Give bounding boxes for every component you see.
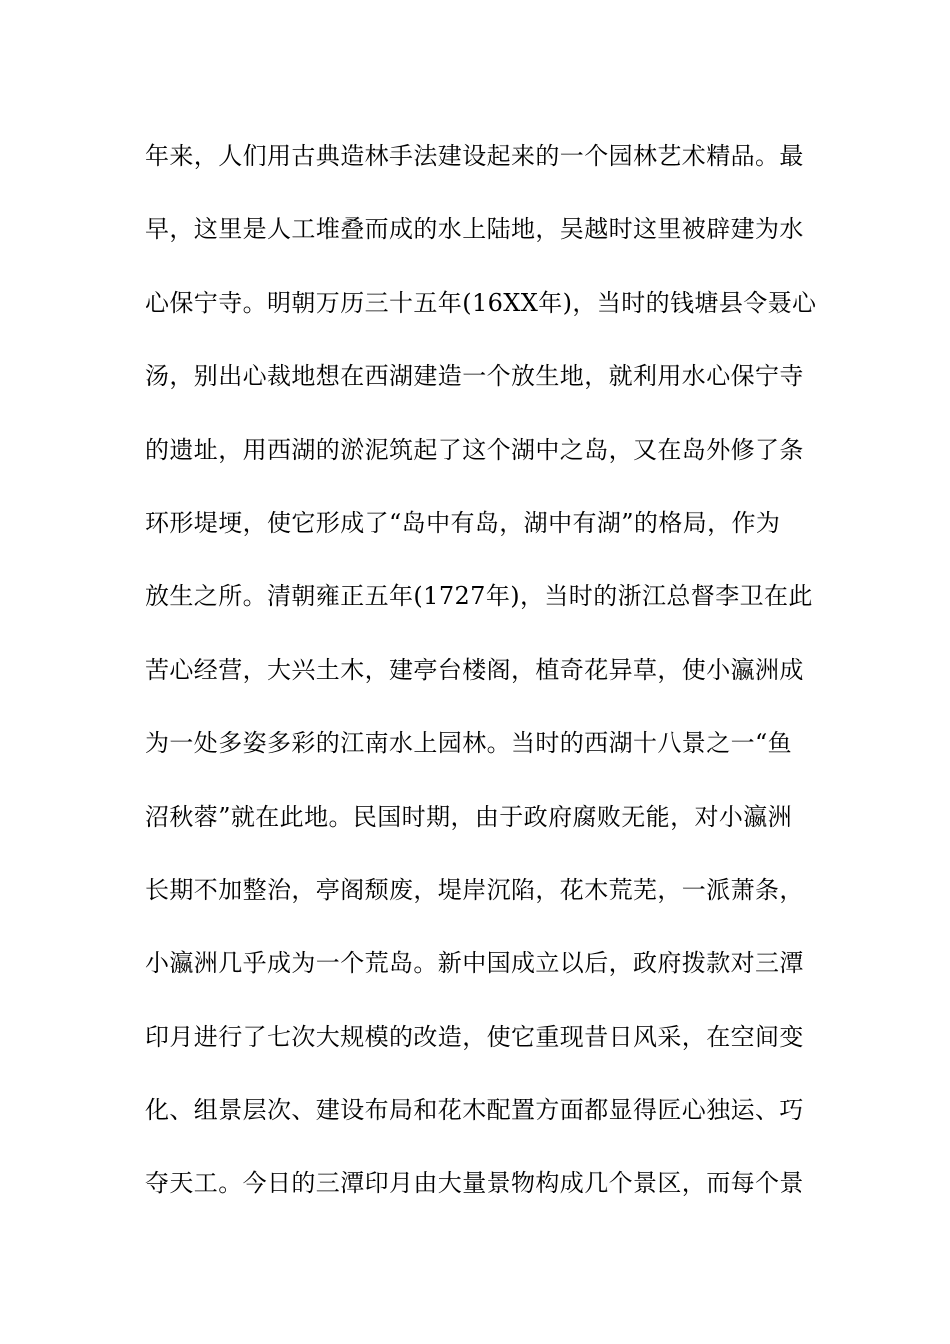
text-line: 化、组景层次、建设布局和花木配置方面都显得匠心独运、巧 (145, 1096, 804, 1125)
text-line: 苦心经营，大兴土木，建亭台楼阁，植奇花异草，使小瀛洲成 (145, 655, 804, 684)
text-line: 环形堤埂，使它形成了“岛中有岛，湖中有湖”的格局，作为 (145, 508, 781, 537)
text-line: 的遗址，用西湖的淤泥筑起了这个湖中之岛，又在岛外修了条 (145, 435, 804, 464)
text-line: 早，这里是人工堆叠而成的水上陆地，吴越时这里被辟建为水 (145, 215, 804, 244)
text-line: 年来，人们用古典造林手法建设起来的一个园林艺术精品。最 (145, 142, 804, 170)
text-line: 长期不加整治，亭阁颓废，堤岸沉陷，花木荒芜，一派萧条， (145, 875, 804, 904)
text-line: 心保宁寺。明朝万历三十五年(16XX年)，当时的钱塘县令聂心 (145, 288, 817, 317)
text-line: 放生之所。清朝雍正五年(1727年)，当时的浙江总督李卫在此 (145, 582, 813, 611)
body-text (145, 134, 815, 1235)
text-line: 小瀛洲几乎成为一个荒岛。新中国成立以后，政府拨款对三潭 (145, 949, 804, 978)
text-line: 印月进行了七次大规模的改造，使它重现昔日风采，在空间变 (145, 1022, 804, 1051)
text-line: 汤，别出心裁地想在西湖建造一个放生地，就利用水心保宁寺 (145, 362, 804, 391)
text-line: 沼秋蓉”就在此地。民国时期，由于政府腐败无能，对小瀛洲 (145, 802, 793, 831)
text-line: 夺天工。今日的三潭印月由大量景物构成几个景区，而每个景 (145, 1169, 804, 1198)
text-line: 为一处多姿多彩的江南水上园林。当时的西湖十八景之一“鱼 (145, 729, 793, 758)
